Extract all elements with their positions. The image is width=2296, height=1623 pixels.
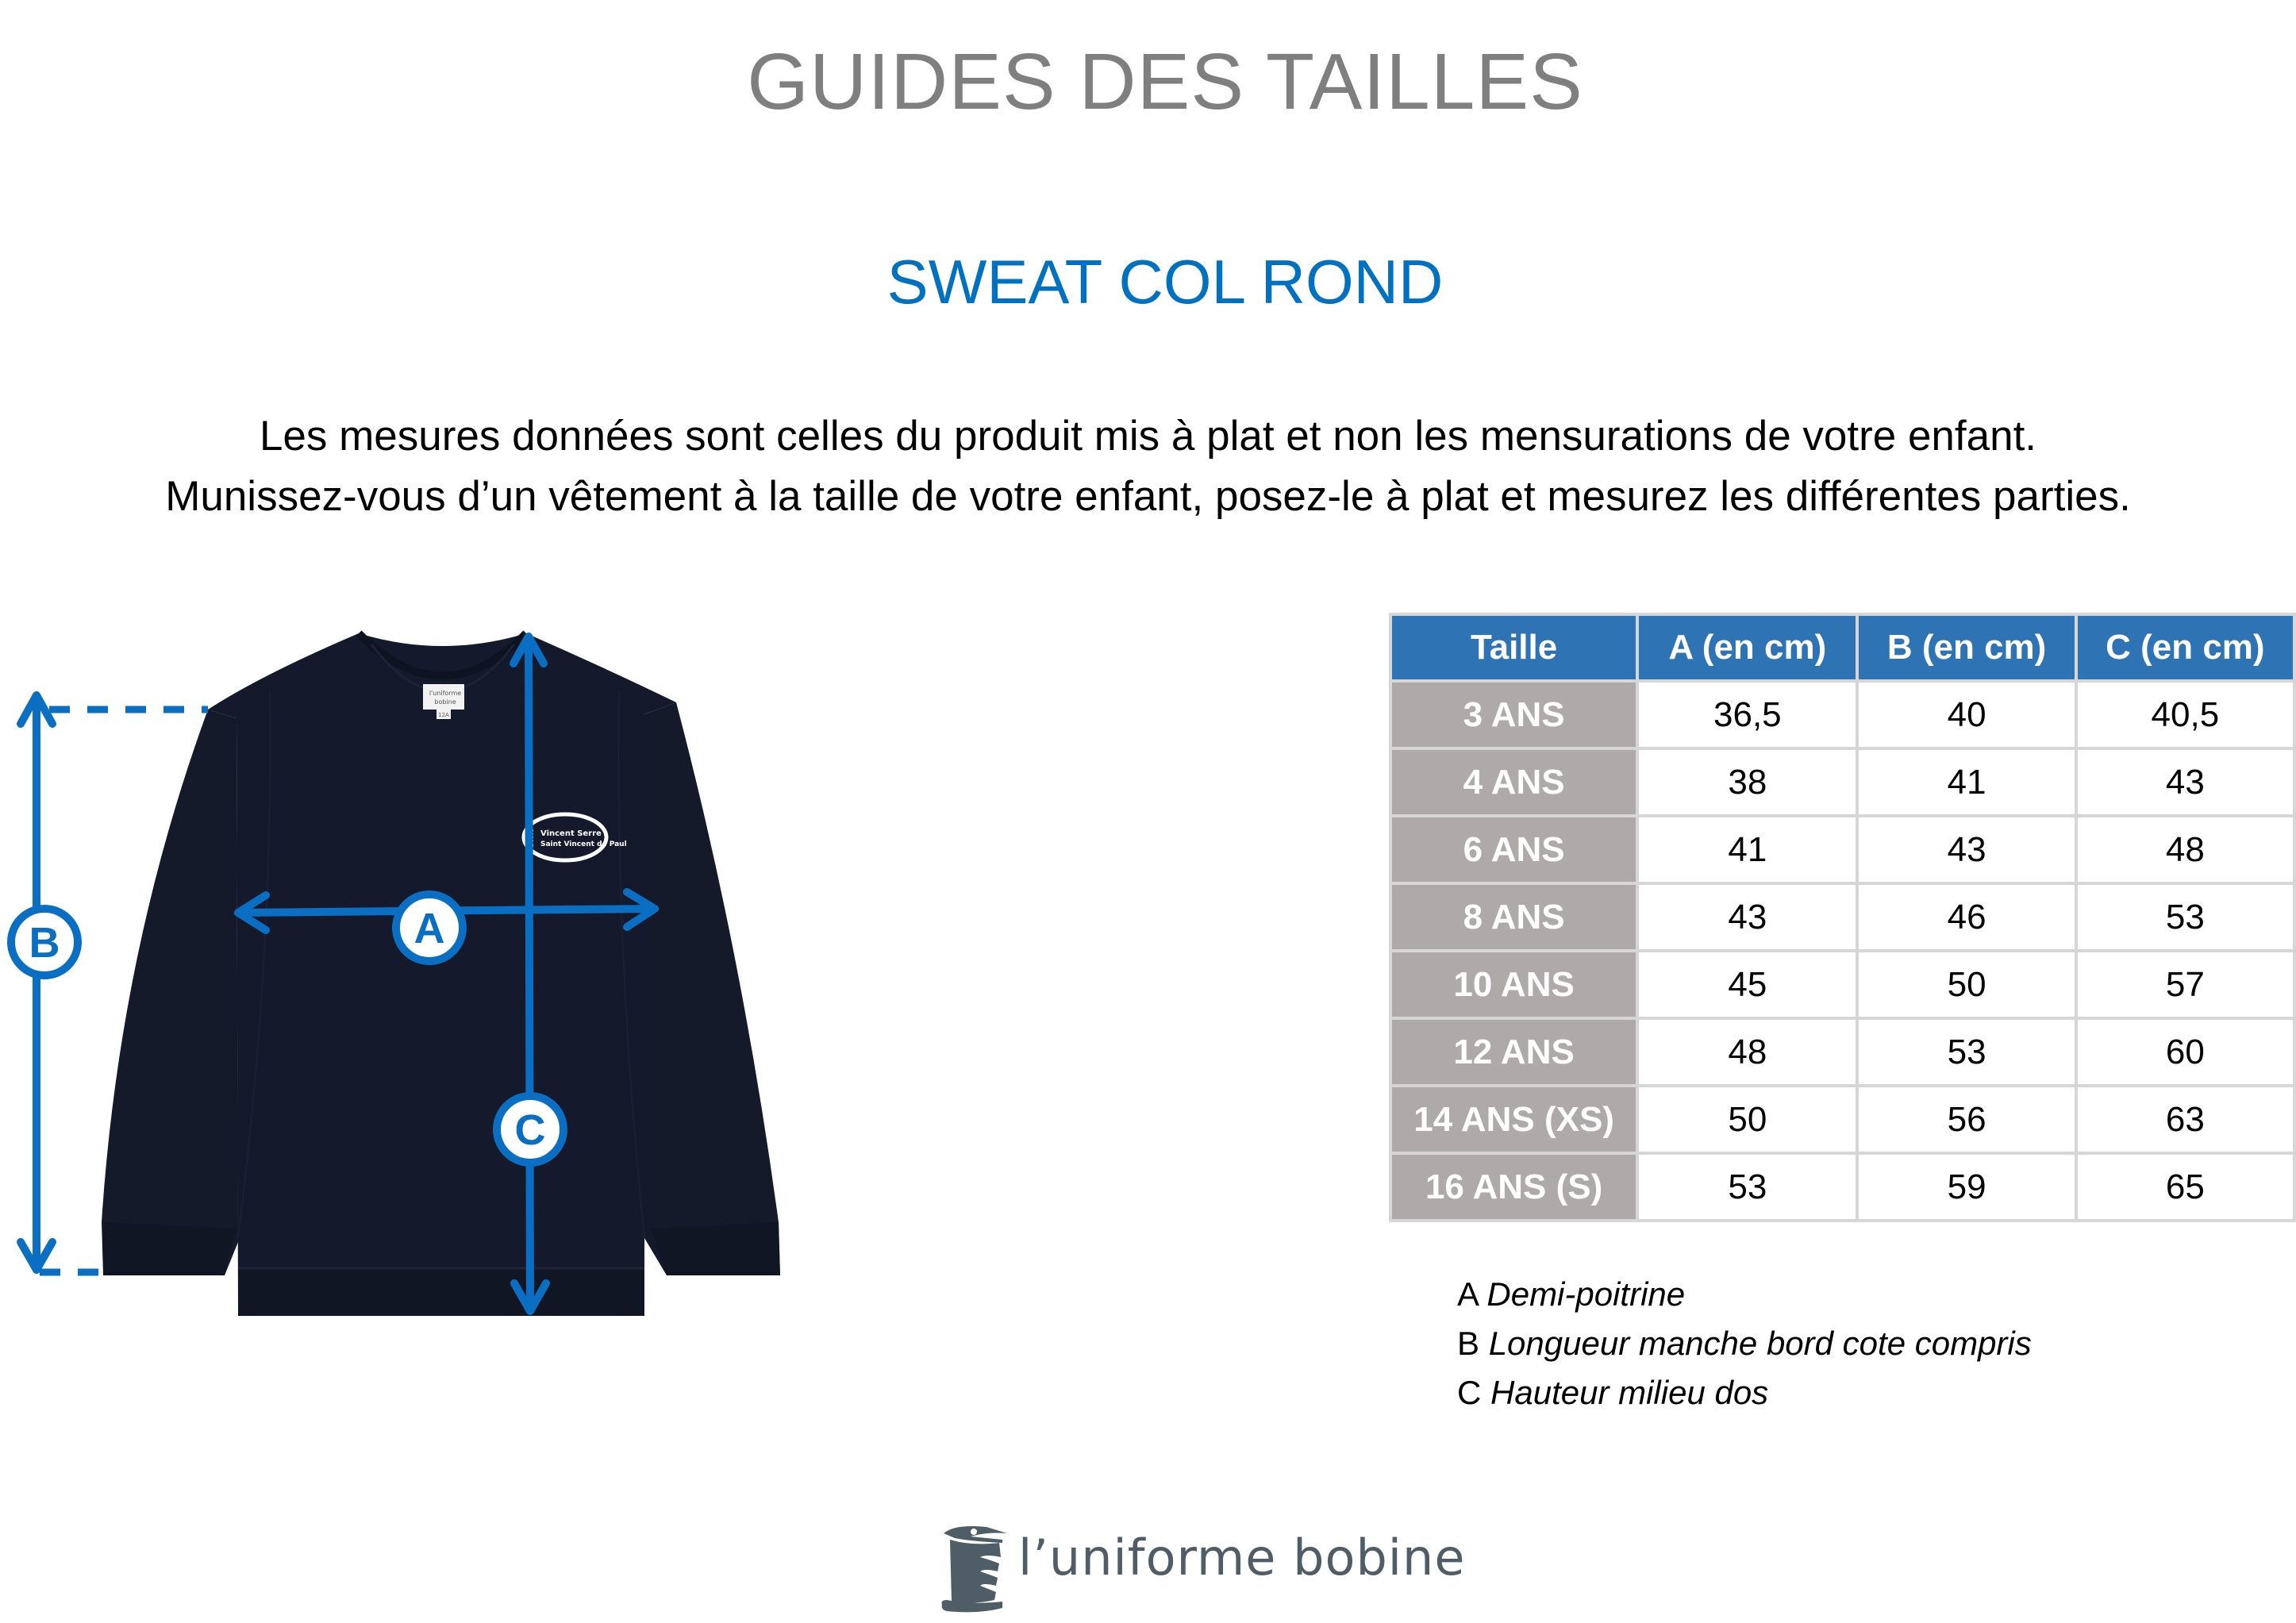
table-row — [1390, 883, 2294, 951]
value-a: 43 — [1637, 883, 1857, 951]
legend-key: A — [1457, 1275, 1478, 1313]
value-c: 40,5 — [2076, 681, 2294, 748]
thread-spool-icon — [939, 1522, 1010, 1617]
value-c: 65 — [2076, 1153, 2294, 1221]
value-c: 48 — [2076, 816, 2294, 883]
intro-line-1: Les mesures données sont celles du produit mis à plat et non les mensurations de votre enfant. — [259, 413, 2037, 460]
table-row — [1390, 1086, 2294, 1153]
table-row — [1390, 748, 2294, 816]
product-title: SWEAT COL ROND — [886, 247, 1444, 317]
value-c: 57 — [2076, 951, 2294, 1018]
value-b: 46 — [1857, 883, 2075, 951]
legend-item-b — [1457, 1319, 2032, 1368]
legend-key: C — [1457, 1374, 1482, 1411]
neck-tag-size: 12A — [438, 712, 449, 718]
size-label: 4 ANS — [1390, 748, 1637, 816]
legend-item-a — [1457, 1270, 2032, 1319]
size-label: 8 ANS — [1390, 883, 1637, 951]
marker-c — [497, 1096, 563, 1163]
page-title: GUIDES DES TAILLES — [747, 37, 1583, 126]
value-b: 43 — [1857, 816, 2075, 883]
value-b: 40 — [1857, 681, 2075, 748]
marker-c-label: C — [514, 1106, 546, 1154]
value-b: 59 — [1857, 1153, 2075, 1221]
sweatshirt-measurement-diagram — [0, 611, 810, 1341]
badge-ecole: Ecole — [528, 829, 535, 848]
value-c: 63 — [2076, 1086, 2294, 1153]
size-label: 16 ANS (S) — [1390, 1153, 1637, 1221]
value-a: 41 — [1637, 816, 1857, 883]
measurement-legend — [1457, 1270, 2032, 1417]
table-header-row — [1390, 614, 2294, 681]
marker-a — [396, 894, 463, 961]
value-a: 38 — [1637, 748, 1857, 816]
value-a: 48 — [1637, 1018, 1857, 1086]
size-label: 12 ANS — [1390, 1018, 1637, 1086]
value-a: 53 — [1637, 1153, 1857, 1221]
column-header-taille: Taille — [1390, 614, 1637, 681]
legend-desc: Longueur manche bord cote compris — [1488, 1325, 2032, 1362]
value-c: 60 — [2076, 1018, 2294, 1086]
size-label: 3 ANS — [1390, 681, 1637, 748]
sweatshirt-image — [102, 633, 780, 1316]
column-header-a: A (en cm) — [1637, 614, 1857, 681]
value-b: 53 — [1857, 1018, 2075, 1086]
marker-a-label: A — [413, 905, 445, 952]
value-a: 36,5 — [1637, 681, 1857, 748]
value-b: 41 — [1857, 748, 2075, 816]
column-header-b: B (en cm) — [1857, 614, 2075, 681]
value-a: 50 — [1637, 1086, 1857, 1153]
brand-name: l’uniforme bobine — [1018, 1529, 1466, 1586]
badge-line-2: Saint Vincent de Paul — [540, 840, 627, 848]
table-row — [1390, 951, 2294, 1018]
table-row — [1390, 816, 2294, 883]
value-c: 43 — [2076, 748, 2294, 816]
value-b: 56 — [1857, 1086, 2075, 1153]
value-b: 50 — [1857, 951, 2075, 1018]
legend-item-c — [1457, 1368, 2032, 1417]
legend-desc: Hauteur milieu dos — [1490, 1374, 1769, 1411]
size-table — [1389, 613, 2296, 1222]
value-a: 45 — [1637, 951, 1857, 1018]
legend-key: B — [1457, 1325, 1480, 1362]
neck-tag-brand: l'uniforme — [429, 690, 462, 697]
table-row — [1390, 681, 2294, 748]
column-header-c: C (en cm) — [2076, 614, 2294, 681]
table-row — [1390, 1153, 2294, 1221]
marker-b-label: B — [29, 919, 60, 967]
value-c: 53 — [2076, 883, 2294, 951]
size-label: 6 ANS — [1390, 816, 1637, 883]
brand-logo — [939, 1522, 1466, 1617]
table-row — [1390, 1018, 2294, 1086]
intro-text — [0, 406, 2296, 527]
size-label: 14 ANS (XS) — [1390, 1086, 1637, 1153]
badge-line-1: Vincent Serre — [540, 829, 602, 838]
intro-line-2: Munissez-vous d’un vêtement à la taille de votre enfant, posez-le à plat et mesurez les différentes parties. — [165, 473, 2131, 520]
neck-tag-brand-2: bobine — [434, 698, 456, 706]
legend-desc: Demi-poitrine — [1486, 1275, 1686, 1313]
marker-b — [11, 909, 78, 975]
size-label: 10 ANS — [1390, 951, 1637, 1018]
